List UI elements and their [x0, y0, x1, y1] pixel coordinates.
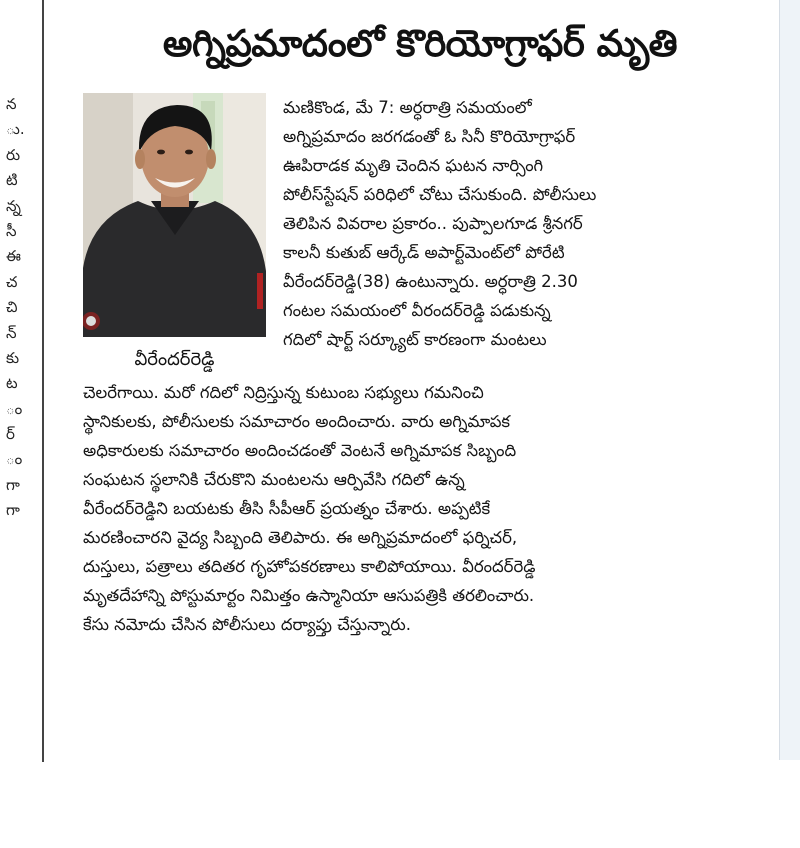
- body-line: స్థానికులకు, పోలీసులకు సమాచారం అందించారు. వారు అగ్నిమాపక: [83, 412, 511, 431]
- body-line: వీరేందర్‌రెడ్డిని బయటకు తీసి సీపీఆర్ ప్రయత్నం చేశారు. అప్పటికే: [83, 499, 491, 518]
- adjacent-column-fragment: [0, 92, 28, 524]
- body-line: అగ్నిప్రమాదం జరగడంతో ఓ సినీ కొరియోగ్రాఫర్: [283, 127, 576, 146]
- body-line: కాలనీ కుతుబ్ ఆర్కేడ్ అపార్ట్‌మెంట్‌లో పోరేటి: [283, 243, 565, 262]
- fragment-glyph: ు.: [6, 120, 25, 139]
- photo-caption: వీరేందర్‌రెడ్డి: [134, 349, 215, 370]
- fragment-glyph: చ: [6, 272, 18, 291]
- fragment-glyph: ర్: [6, 425, 15, 444]
- body-line: సంఘటన స్థలానికి చేరుకొని మంటలను ఆర్పివేసి గదిలో ఉన్న: [83, 470, 465, 489]
- fragment-glyph: న: [6, 95, 17, 113]
- fragment-glyph: గా: [6, 475, 20, 494]
- fragment-glyph: సీ: [6, 221, 17, 240]
- portrait-illustration: [83, 93, 266, 337]
- article-headline: అగ్నిప్రమాదంలో కొరియోగ్రాఫర్ మృతి: [162, 22, 678, 65]
- fragment-glyph: గా: [6, 501, 20, 520]
- page-edge-margin: [780, 0, 800, 760]
- body-line: అధికారులకు సమాచారం అందించడంతో వెంటనే అగ్నిమాపక సిబ్బంది: [83, 441, 517, 460]
- fragment-glyph: ట: [6, 374, 18, 393]
- column-divider: [42, 0, 44, 762]
- body-line: వీరేందర్‌రెడ్డి(38) ఉంటున్నారు. అర్ధరాత్రి 2.30: [283, 272, 578, 291]
- fragment-glyph: ఈ: [6, 247, 21, 266]
- fragment-glyph: చి: [6, 298, 18, 317]
- body-line: దుస్తులు, పత్రాలు తదితర గృహోపకరణాలు కాలిపోయాయి. వీరందర్‌రెడ్డి: [83, 557, 536, 576]
- fragment-glyph: రు: [6, 145, 21, 164]
- body-line: చెలరేగాయి. మరో గదిలో నిద్రిస్తున్న కుటుంబ సభ్యులు గమనించి: [83, 383, 484, 402]
- body-line: పోలీస్‌స్టేషన్ పరిధిలో చోటు చేసుకుంది. పోలీసులు: [283, 185, 597, 204]
- fragment-glyph: ం: [6, 450, 23, 469]
- body-line: కేసు నమోదు చేసిన పోలీసులు దర్యాప్తు చేస్తున్నారు.: [83, 615, 412, 634]
- portrait-photo: [83, 93, 266, 337]
- fragment-glyph: ం: [6, 399, 23, 418]
- fragment-glyph: న్: [6, 323, 17, 342]
- body-line: మణికొండ, మే 7: అర్ధరాత్రి సమయంలో: [283, 98, 532, 117]
- body-line: గంటల సమయంలో వీరందర్‌రెడ్డి పడుకున్న: [283, 301, 551, 320]
- fragment-glyph: న్న: [6, 196, 21, 215]
- body-line: ఊపిరాడక మృతి చెందిన ఘటన నార్సింగి: [283, 156, 544, 175]
- body-line: మరణించారని వైద్య సిబ్బంది తెలిపారు. ఈ అగ్నిప్రమాదంలో ఫర్నిచర్,: [83, 528, 518, 547]
- fragment-glyph: కు: [6, 348, 20, 367]
- fragment-glyph: టి: [6, 171, 18, 190]
- body-line: గదిలో షార్ట్ సర్క్యూట్ కారణంగా మంటలు: [283, 330, 547, 349]
- body-line: మృతదేహాన్ని పోస్టుమార్టం నిమిత్తం ఉస్మానియా ఆసుపత్రికి తరలించారు.: [83, 586, 535, 605]
- body-line: తెలిపిన వివరాల ప్రకారం.. పుప్పాలగూడ శ్రీనగర్: [283, 214, 583, 233]
